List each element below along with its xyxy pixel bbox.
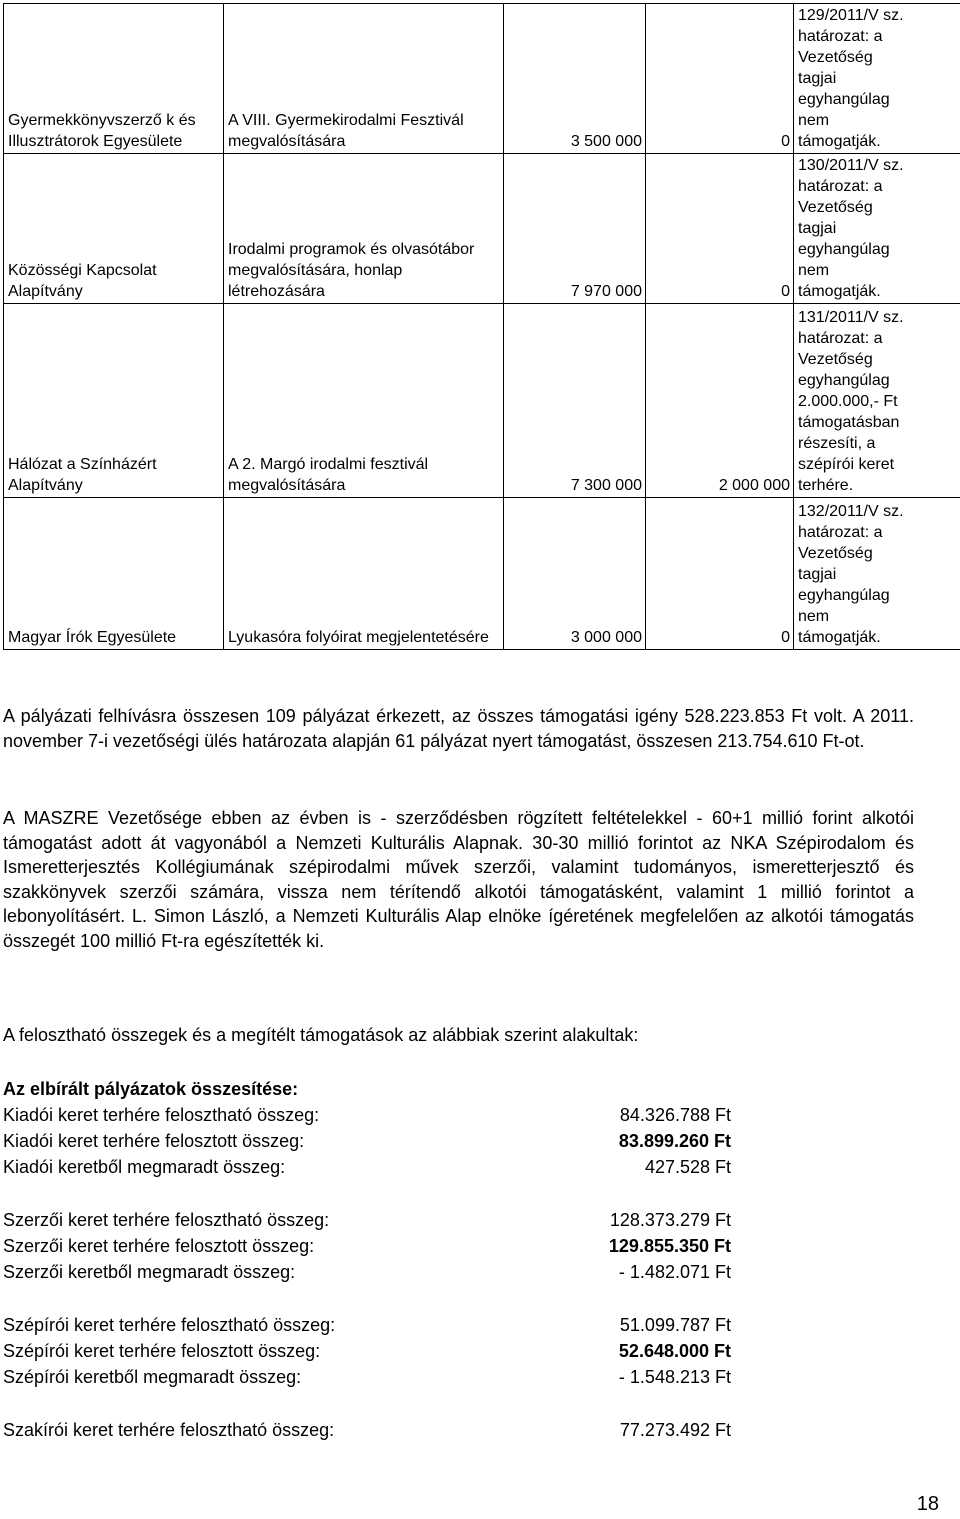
requested-amount-cell: 3 000 000: [504, 498, 646, 650]
summary-row: [3, 1312, 763, 1338]
decision-line: 131/2011/V sz.: [798, 309, 904, 326]
awarded-amount-cell: 0: [646, 4, 794, 154]
page-number: 18: [916, 1493, 939, 1515]
grants-table: [3, 3, 960, 650]
organization-cell: Közösségi Kapcsolat Alapítvány: [4, 154, 224, 304]
summary-label: Szakírói keret terhére felosztható összeg:: [3, 1420, 335, 1440]
decision-line: egyhangúlag: [798, 241, 890, 258]
decision-line: egyhangúlag: [798, 587, 890, 604]
table-row: [4, 154, 960, 304]
decision-line: nem: [798, 112, 830, 129]
project-cell: A 2. Margó irodalmi fesztivál megvalósítására: [224, 304, 504, 498]
organization-cell: Hálózat a Színházért Alapítvány: [4, 304, 224, 498]
summary-row: [3, 1128, 763, 1154]
summary-row: [3, 1259, 763, 1285]
summary-value: 128.373.279 Ft: [609, 1210, 731, 1230]
decision-line: tagjai: [798, 70, 837, 87]
summary-label: Kiadói keretből megmaradt összeg:: [3, 1157, 286, 1177]
decision-line: határozat: a: [798, 330, 883, 347]
table-row: [4, 304, 960, 498]
summary-row: [3, 1417, 763, 1443]
decision-line: terhére.: [798, 477, 854, 494]
summary-value: - 1.548.213 Ft: [618, 1367, 731, 1387]
requested-amount-cell: 7 970 000: [504, 154, 646, 304]
decision-line: tagjai: [798, 566, 837, 583]
decision-line: határozat: a: [798, 524, 883, 541]
decision-line: támogatásban: [798, 414, 900, 431]
summary-row: [3, 1364, 763, 1390]
summary-row: [3, 1233, 763, 1259]
decision-line: nem: [798, 262, 830, 279]
decision-line: Vezetőség: [798, 351, 873, 368]
summary-row: [3, 1338, 763, 1364]
project-cell: Lyukasóra folyóirat megjelentetésére: [224, 498, 504, 650]
awarded-amount-cell: 0: [646, 154, 794, 304]
summary-value: 51.099.787 Ft: [619, 1315, 731, 1335]
summary-value: 427.528 Ft: [644, 1157, 731, 1177]
decision-line: nem: [798, 608, 830, 625]
summary-value: 84.326.788 Ft: [619, 1105, 731, 1125]
decision-cell: [794, 498, 960, 650]
summary-label: Szerzői keret terhére felosztható összeg:: [3, 1210, 330, 1230]
decision-line: 2.000.000,- Ft: [798, 393, 898, 410]
decision-line: egyhangúlag: [798, 91, 890, 108]
summary-value: 83.899.260 Ft: [618, 1131, 731, 1151]
maszre-support-paragraph: A MASZRE Vezetősége ebben az évben is - szerződésben rögzített feltételekkel - 60+1 millió forint alkotói támogatást adott át vagyonából a Nemzeti Kulturális Alapnak. 30-30 millió forintot az NKA Szépirodalom és Ismeretterjesztés Kollégiumának szépirodalmi művek szerzői, valamint tudományos, ismeretterjesztő és szakkönyvek szerzői számára, vissza nem térítendő alkotói támogatásként, valamint 1 millió forintot a lebonyolításért. L. Simon László, a Nemzeti Kulturális Alap elnöke ígéretének megfelelően az alkotói támogatás összegét 100 millió Ft-ra egészítették ki.: [3, 808, 914, 951]
decision-line: Vezetőség: [798, 49, 873, 66]
table-row: [4, 4, 960, 154]
decision-line: 129/2011/V sz.: [798, 7, 904, 24]
summary-value: 52.648.000 Ft: [618, 1341, 731, 1361]
decision-line: részesíti, a: [798, 435, 876, 452]
summary-label: Szépírói keretből megmaradt összeg:: [3, 1367, 302, 1387]
allocation-intro-paragraph: A felosztható összegek és a megítélt támogatások az alábbiak szerint alakultak:: [3, 1025, 639, 1045]
decision-cell: [794, 4, 960, 154]
summary-block: [3, 1076, 763, 1443]
awarded-amount-cell: 0: [646, 498, 794, 650]
summary-label: Kiadói keret terhére felosztható összeg:: [3, 1105, 320, 1125]
decision-line: szépírói keret: [798, 456, 895, 473]
decision-line: támogatják.: [798, 283, 881, 300]
decision-line: tagjai: [798, 220, 837, 237]
summary-row: [3, 1154, 763, 1180]
summary-label: Szerzői keretből megmaradt összeg:: [3, 1262, 296, 1282]
decision-line: Vezetőség: [798, 545, 873, 562]
summary-value: - 1.482.071 Ft: [618, 1262, 731, 1282]
decision-line: támogatják.: [798, 629, 881, 646]
summary-row: [3, 1207, 763, 1233]
decision-line: 132/2011/V sz.: [798, 503, 904, 520]
decision-line: egyhangúlag: [798, 372, 890, 389]
decision-line: 130/2011/V sz.: [798, 157, 904, 174]
decision-line: Vezetőség: [798, 199, 873, 216]
decision-cell: [794, 304, 960, 498]
summary-label: Szépírói keret terhére felosztható összeg:: [3, 1315, 336, 1335]
summary-value: 77.273.492 Ft: [619, 1420, 731, 1440]
summary-value: 129.855.350 Ft: [608, 1236, 731, 1256]
summary-label: Szépírói keret terhére felosztott összeg:: [3, 1341, 321, 1361]
requested-amount-cell: 3 500 000: [504, 4, 646, 154]
project-cell: A VIII. Gyermekirodalmi Fesztivál megvalósítására: [224, 4, 504, 154]
applications-summary-paragraph: A pályázati felhívásra összesen 109 pályázat érkezett, az összes támogatási igény 528.223.853 Ft volt. A 2011. november 7-i vezetőségi ülés határozata alapján 61 pályázat nyert támogatást, összesen 213.754.610 Ft-ot.: [3, 706, 914, 751]
summary-row: [3, 1102, 763, 1128]
table-row: [4, 498, 960, 650]
organization-cell: Gyermekkönyvszerző k és Illusztrátorok Egyesülete: [4, 4, 224, 154]
decision-line: támogatják.: [798, 133, 881, 150]
awarded-amount-cell: 2 000 000: [646, 304, 794, 498]
decision-line: határozat: a: [798, 28, 883, 45]
decision-line: határozat: a: [798, 178, 883, 195]
summary-label: Kiadói keret terhére felosztott összeg:: [3, 1131, 305, 1151]
requested-amount-cell: 7 300 000: [504, 304, 646, 498]
organization-cell: Magyar Írók Egyesülete: [4, 498, 224, 650]
project-cell: Irodalmi programok és olvasótábor megvalósítására, honlap létrehozására: [224, 154, 504, 304]
summary-heading: Az elbírált pályázatok összesítése:: [3, 1079, 299, 1099]
decision-cell: [794, 154, 960, 304]
summary-label: Szerzői keret terhére felosztott összeg:: [3, 1236, 315, 1256]
